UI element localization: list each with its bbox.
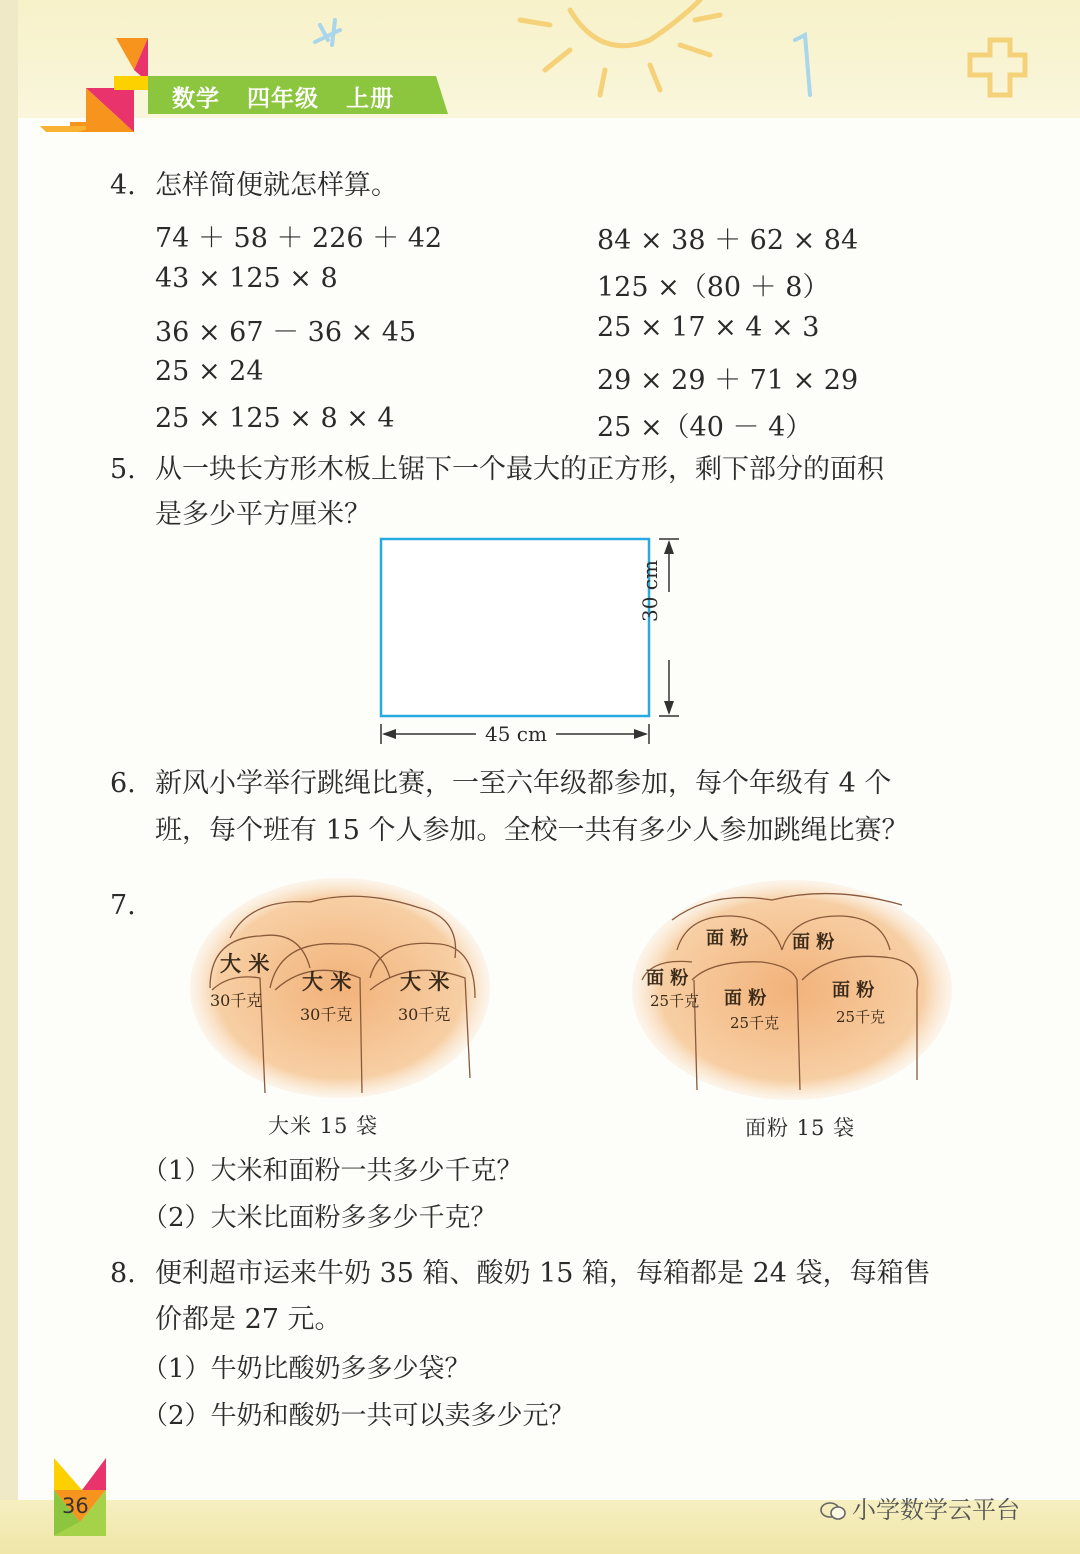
q7-sub-2: （2）大米比面粉多多少千克？ (142, 1203, 497, 1233)
q6-line-1: 新风小学举行跳绳比赛，一至六年级都参加，每个年级有 4 个 (155, 768, 892, 799)
rice-sack-label-4: 米 (330, 970, 352, 994)
flour-sack-label-1: 面 (706, 928, 724, 949)
q8-line-2: 价都是 27 元。 (155, 1304, 342, 1335)
q8-sub-1: （1）牛奶比酸奶多多少袋？ (142, 1354, 471, 1384)
q7-number: 7. (110, 890, 136, 921)
rice-caption: 大米 15 袋 (268, 1114, 379, 1138)
q6-number: 6. (110, 768, 136, 799)
rice-sacks-illustration (190, 878, 490, 1098)
rice-sack-label-2: 米 (248, 952, 270, 976)
q5-line-1: 从一块长方形木板上锯下一个最大的正方形，剩下部分的面积 (155, 454, 884, 485)
rice-sack-label-6: 米 (428, 970, 450, 994)
flour-sack-label-5: 面 (646, 968, 664, 989)
flour-sack-label-7: 面 (724, 988, 742, 1009)
q4-number: 4. (110, 170, 136, 201)
width-label: 45 cm (485, 722, 547, 746)
page-edge (0, 0, 18, 1554)
q5-line-2: 是多少平方厘米？ (155, 499, 371, 530)
flour-sack-label-4: 粉 (816, 932, 835, 953)
watermark (820, 1490, 1020, 1525)
watermark-text: 小学数学云平台 (852, 1496, 1020, 1524)
q8-sub-2: （2）牛奶和酸奶一共可以卖多少元？ (142, 1401, 575, 1431)
rice-sack-label-3: 大 (302, 970, 323, 994)
flour-sacks-illustration (632, 880, 952, 1100)
q4-left-expr-2: 43 × 125 × 8 (155, 263, 338, 294)
flour-sack-label-6: 粉 (670, 968, 689, 989)
q4-left-expr-3: 36 × 67 － 36 × 45 (155, 317, 417, 348)
q5-number: 5. (110, 454, 136, 485)
flour-sack-label-8: 粉 (748, 988, 767, 1009)
rice-weight-3: 30千克 (398, 1005, 451, 1024)
q4-right-expr-4: 29 × 29 ＋ 71 × 29 (597, 365, 859, 396)
q4-right-expr-5: 25 ×（40 － 4） (597, 412, 813, 443)
q4-prompt: 怎样简便就怎样算。 (155, 170, 398, 201)
rice-sack-label-1: 大 (220, 952, 241, 976)
wechat-icon (820, 1499, 846, 1519)
page-number: 36 (62, 1494, 89, 1518)
q4-left-expr-5: 25 × 125 × 8 × 4 (155, 403, 395, 434)
height-label: 30 cm (638, 560, 662, 622)
flour-caption: 面粉 15 袋 (745, 1116, 856, 1140)
q4-right-expr-3: 25 × 17 × 4 × 3 (597, 312, 820, 343)
flour-sack-label-3: 面 (792, 932, 810, 953)
q4-left-expr-4: 25 × 24 (155, 356, 264, 387)
q6-line-2: 班，每个班有 15 个人参加。全校一共有多少人参加跳绳比赛？ (155, 815, 909, 846)
flour-weight-2: 25千克 (730, 1014, 780, 1032)
q4-right-expr-2: 125 ×（80 ＋ 8） (597, 272, 830, 303)
flour-sack-label-9: 面 (832, 980, 850, 1001)
header-title: 数学 四年级 上册 (172, 86, 395, 112)
flour-sack-label-2: 粉 (730, 928, 749, 949)
rice-weight-2: 30千克 (300, 1005, 353, 1024)
q8-number: 8. (110, 1258, 136, 1289)
flour-weight-3: 25千克 (836, 1008, 886, 1026)
flour-sack-label-10: 粉 (856, 980, 875, 1001)
q8-line-1: 便利超市运来牛奶 35 箱、酸奶 15 箱，每箱都是 24 袋，每箱售 (155, 1258, 931, 1289)
rice-sack-label-5: 大 (400, 970, 421, 994)
rice-weight-1: 30千克 (210, 991, 263, 1010)
q4-right-expr-1: 84 × 38 ＋ 62 × 84 (597, 225, 859, 256)
q4-left-expr-1: 74 ＋ 58 ＋ 226 ＋ 42 (155, 223, 443, 254)
q7-sub-1: （1）大米和面粉一共多少千克？ (142, 1156, 523, 1186)
flour-weight-1: 25千克 (650, 992, 700, 1010)
